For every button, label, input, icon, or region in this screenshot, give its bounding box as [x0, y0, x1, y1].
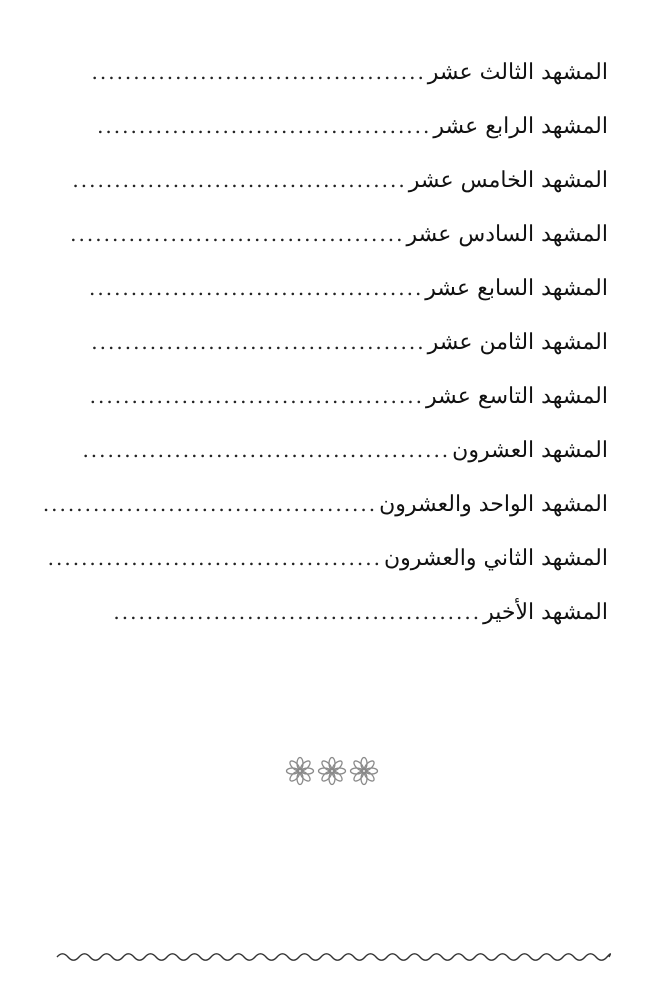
flower-ornament-icon [349, 756, 379, 786]
flower-ornament-icon [317, 756, 347, 786]
toc-entry-leader: ........................................ [42, 492, 378, 516]
toc-entry[interactable] [82, 430, 608, 484]
toc-entry-title: المشهد الثاني والعشرون [383, 546, 608, 571]
toc-entry-leader: ........................................ [91, 330, 426, 354]
toc-entry-title: المشهد الخامس عشر [408, 168, 608, 193]
toc-entry-leader: ........................................ [97, 114, 432, 138]
toc-entry[interactable] [91, 52, 608, 106]
section-ornament [0, 756, 663, 786]
toc-entry-title: المشهد الثامن عشر [427, 330, 608, 355]
toc-entry-title: المشهد الثالث عشر [427, 60, 608, 85]
toc-entry[interactable] [89, 376, 608, 430]
toc-entry-title: المشهد السابع عشر [425, 276, 608, 301]
toc-entry-leader: ............................................ [82, 438, 451, 462]
toc-entry-leader: ........................................ [47, 546, 382, 570]
toc-entry-title: المشهد الأخير [483, 600, 608, 625]
toc-entry-title: المشهد الواحد والعشرون [379, 492, 608, 517]
toc-entry[interactable] [91, 322, 608, 376]
toc-entry-leader: ........................................ [72, 168, 407, 192]
toc-entry-title: المشهد العشرون [452, 438, 608, 463]
toc-entry-leader: ........................................ [89, 276, 424, 300]
toc-entry[interactable] [47, 538, 608, 592]
toc-entry-leader: ........................................ [89, 384, 424, 408]
toc-entry[interactable] [72, 160, 608, 214]
toc-entry-title: المشهد الرابع عشر [433, 114, 608, 139]
toc-entry-leader: ............................................ [113, 600, 482, 624]
toc-entry[interactable] [104, 592, 608, 646]
table-of-contents [42, 52, 608, 646]
toc-entry-leader: ........................................ [70, 222, 405, 246]
toc-entry[interactable] [97, 106, 608, 160]
toc-entry-title: المشهد التاسع عشر [425, 384, 608, 409]
toc-entry-leader: ........................................ [91, 60, 426, 84]
flower-ornament-icon [285, 756, 315, 786]
wavy-divider [57, 950, 609, 964]
toc-entry[interactable] [89, 268, 608, 322]
toc-entry[interactable] [70, 214, 608, 268]
toc-entry[interactable] [42, 484, 608, 538]
toc-entry-title: المشهد السادس عشر [406, 222, 608, 247]
